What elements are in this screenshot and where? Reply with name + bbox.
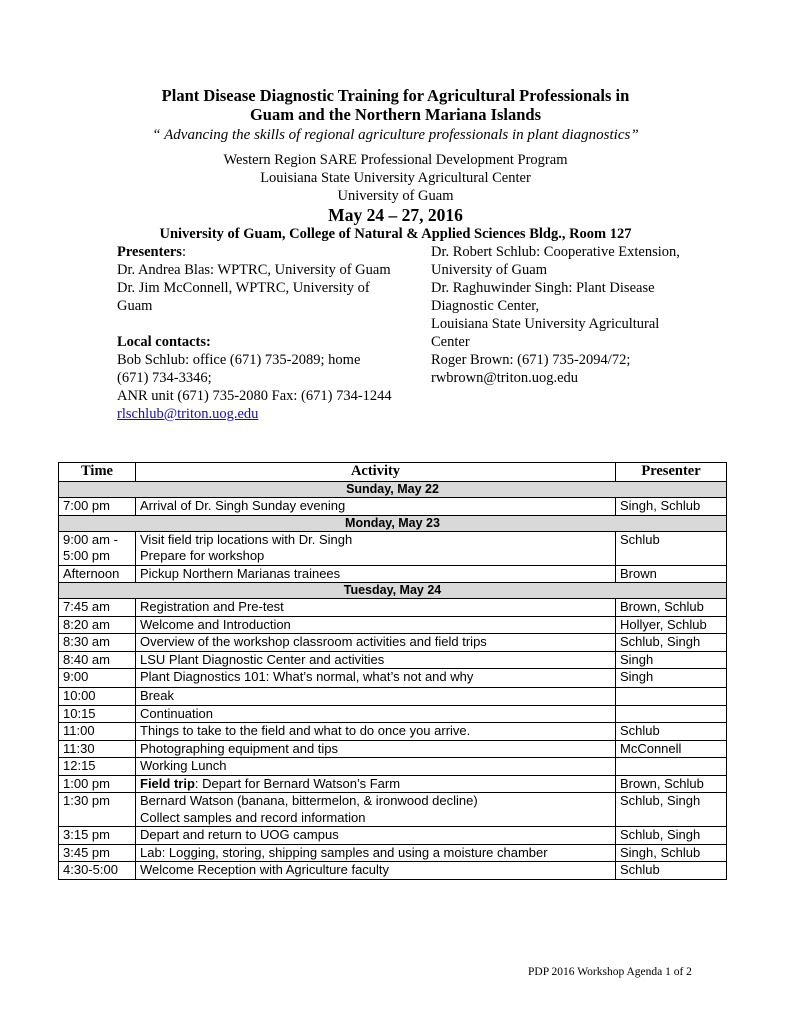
column-header-time: Time: [59, 463, 136, 482]
presenter-cell: Hollyer, Schlub: [616, 616, 727, 634]
table-row: [59, 827, 727, 845]
presenter-cell: [616, 758, 727, 776]
day-header-monday: Monday, May 23: [59, 515, 727, 531]
presenter-cell: Singh, Schlub: [616, 498, 727, 516]
presenters-right-column: [431, 243, 696, 387]
table-row: [59, 599, 727, 617]
event-venue: University of Guam, College of Natural & Applied Sciences Bldg., Room 127: [159, 226, 632, 242]
presenter-cell: Schlub: [616, 723, 727, 741]
table-row: [59, 705, 727, 723]
center-name: Louisiana State University Agricultural Center: [260, 170, 531, 186]
time-cell: 3:45 pm: [59, 844, 136, 862]
activity-cell: Break: [136, 688, 616, 706]
table-row: [59, 616, 727, 634]
presenter-cell: [616, 705, 727, 723]
activity-cell: Photographing equipment and tips: [136, 740, 616, 758]
time-cell: 7:00 pm: [59, 498, 136, 516]
contact-anr-unit: ANR unit (671) 735-2080 Fax: (671) 734-1244 rlschlub@triton.uog.edu: [117, 388, 392, 422]
tagline: “ Advancing the skills of regional agriculture professionals in plant diagnostics”: [152, 127, 639, 143]
time-cell: 3:15 pm: [59, 827, 136, 845]
time-cell: 11:00: [59, 723, 136, 741]
time-cell: 8:20 am: [59, 616, 136, 634]
time-cell: 10:00: [59, 688, 136, 706]
presenter-cell: Schlub, Singh: [616, 793, 727, 827]
presenter-mcconnell: Dr. Jim McConnell, WPTRC, University of Guam: [117, 280, 370, 314]
activity-cell: Continuation: [136, 705, 616, 723]
title-line-2: Guam and the Northern Mariana Islands: [249, 105, 542, 124]
presenter-singh-affiliation: Louisiana State University Agricultural Center: [431, 316, 660, 350]
activity-cell: Pickup Northern Marianas trainees: [136, 565, 616, 583]
presenter-cell: Brown, Schlub: [616, 599, 727, 617]
presenter-blas: Dr. Andrea Blas: WPTRC, University of Guam: [117, 262, 391, 278]
presenter-schlub: Dr. Robert Schlub: Cooperative Extension, University of Guam: [431, 244, 680, 278]
table-row: [59, 565, 727, 583]
document-title: [110, 86, 681, 124]
time-cell: 1:30 pm: [59, 793, 136, 827]
activity-cell: Working Lunch: [136, 758, 616, 776]
program-name: Western Region SARE Professional Development Program: [223, 152, 568, 168]
page-footer: PDP 2016 Workshop Agenda 1 of 2: [528, 966, 692, 978]
time-cell: 10:15: [59, 705, 136, 723]
activity-cell: Depart and return to UOG campus: [136, 827, 616, 845]
university-name: University of Guam: [337, 188, 454, 204]
table-row: [59, 669, 727, 688]
time-cell: 12:15: [59, 758, 136, 776]
activity-cell: LSU Plant Diagnostic Center and activities: [136, 651, 616, 669]
presenter-cell: Schlub, Singh: [616, 634, 727, 652]
day-header-sunday: Sunday, May 22: [59, 482, 727, 498]
table-row: [59, 862, 727, 880]
activity-cell: Welcome Reception with Agriculture faculty: [136, 862, 616, 880]
presenter-cell: McConnell: [616, 740, 727, 758]
activity-cell: Overview of the workshop classroom activities and field trips: [136, 634, 616, 652]
activity-cell: Registration and Pre-test: [136, 599, 616, 617]
time-cell: 11:30: [59, 740, 136, 758]
activity-cell: Bernard Watson (banana, bittermelon, & ironwood decline) Collect samples and record information: [136, 793, 616, 827]
column-header-presenter: Presenter: [616, 463, 727, 482]
time-cell: 7:45 am: [59, 599, 136, 617]
time-cell: Afternoon: [59, 565, 136, 583]
table-row: [59, 740, 727, 758]
presenter-cell: Singh: [616, 651, 727, 669]
contact-bob-schlub: Bob Schlub: office (671) 735-2089; home (671) 734-3346;: [117, 352, 361, 386]
activity-cell: Visit field trip locations with Dr. Singh Prepare for workshop: [136, 531, 616, 565]
activity-cell: Field trip: Depart for Bernard Watson’s Farm: [136, 775, 616, 793]
presenter-cell: Schlub, Singh: [616, 827, 727, 845]
table-row: [59, 498, 727, 516]
table-header-row: [59, 463, 727, 482]
presenter-singh: Dr. Raghuwinder Singh: Plant Disease Diagnostic Center,: [431, 280, 655, 314]
activity-cell: Welcome and Introduction: [136, 616, 616, 634]
presenters-left-column: [117, 243, 392, 423]
local-contacts-heading: Local contacts:: [117, 334, 211, 350]
column-header-activity: Activity: [136, 463, 616, 482]
presenter-cell: Brown: [616, 565, 727, 583]
activity-cell: Things to take to the field and what to do once you arrive.: [136, 723, 616, 741]
time-cell: 4:30-5:00: [59, 862, 136, 880]
time-cell: 8:40 am: [59, 651, 136, 669]
presenter-cell: Schlub: [616, 531, 727, 565]
time-cell: 1:00 pm: [59, 775, 136, 793]
table-row: [59, 651, 727, 669]
title-line-1: Plant Disease Diagnostic Training for Agricultural Professionals in: [161, 86, 630, 105]
presenter-cell: Singh, Schlub: [616, 844, 727, 862]
schlub-email-link[interactable]: rlschlub@triton.uog.edu: [117, 406, 259, 422]
table-row: [59, 775, 727, 793]
presenter-cell: [616, 688, 727, 706]
table-row: [59, 793, 727, 827]
activity-cell: Plant Diagnostics 101: What’s normal, what’s not and why: [136, 669, 616, 688]
activity-cell: Arrival of Dr. Singh Sunday evening: [136, 498, 616, 516]
presenter-cell: Schlub: [616, 862, 727, 880]
event-dates: May 24 – 27, 2016: [328, 205, 463, 225]
table-row: [59, 531, 727, 565]
table-row: [59, 723, 727, 741]
contact-roger-brown: Roger Brown: (671) 735-2094/72; rwbrown@triton.uog.edu: [431, 352, 631, 386]
presenter-cell: Brown, Schlub: [616, 775, 727, 793]
presenters-heading: Presenters:: [117, 244, 186, 260]
day-header-tuesday: Tuesday, May 24: [59, 583, 727, 599]
table-row: [59, 688, 727, 706]
time-cell: 9:00: [59, 669, 136, 688]
table-row: [59, 758, 727, 776]
presenter-cell: Singh: [616, 669, 727, 688]
time-cell: 9:00 am - 5:00 pm: [59, 531, 136, 565]
time-cell: 8:30 am: [59, 634, 136, 652]
agenda-table: [58, 462, 727, 880]
table-row: [59, 634, 727, 652]
activity-cell: Lab: Logging, storing, shipping samples and using a moisture chamber: [136, 844, 616, 862]
table-row: [59, 844, 727, 862]
